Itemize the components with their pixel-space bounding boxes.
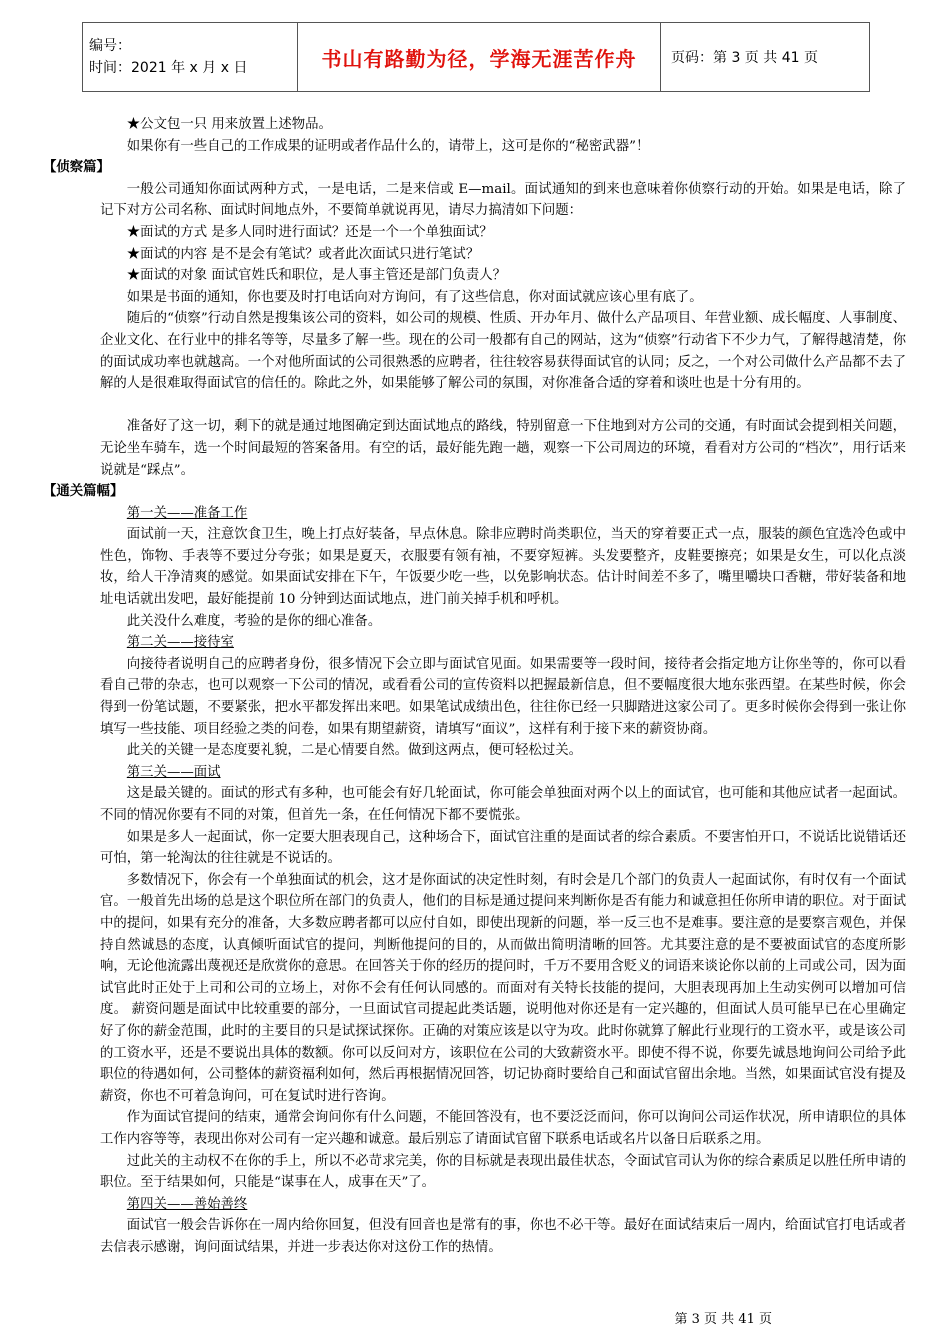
header-page-label: 页码：第 3 页 共 41 页 [661, 23, 870, 92]
body-paragraph: 如果你有一些自己的工作成果的证明或者作品什么的，请带上，这可是你的“秘密武器”！ [126, 138, 650, 154]
body-paragraph: ★面试的对象 面试官姓氏和职位，是人事主管还是部门负责人？ [126, 268, 506, 284]
body-paragraph: ★公文包一只 用来放置上述物品。 [126, 117, 332, 132]
header-meta [83, 23, 298, 92]
body-paragraph: 过此关的主动权不在你的手上，所以不必苛求完美，你的目标就是表现出最佳状态，令面试官司认为你的综合素质足以胜任所申请的职位。至于结果如何，只能是“谋事在人，成事在天”了。 [100, 1153, 906, 1191]
section-heading: 【通关篇幅】 [43, 484, 124, 500]
body-paragraph: ★面试的内容 是不是会有笔试？或者此次面试只进行笔试？ [126, 246, 480, 262]
body-paragraph: 如果是多人一起面试，你一定要大胆表现自己，这种场合下，面试官注重的是面试者的综合素质。不要害怕开口，不说话比说错话还可怕，第一轮淘汰的往往就是不说话的。 [100, 829, 906, 867]
subsection-heading: 第四关——善始善终 [126, 1196, 248, 1212]
body-paragraph: 此关的关键一是态度要礼貌，二是心情要自然。做到这两点，便可轻松过关。 [126, 743, 583, 759]
body-paragraph: 面试前一天，注意饮食卫生，晚上打点好装备，早点休息。除非应聘时尚类职位，当天的穿着要正式一点，服装的颜色宜选冷色或中性色，饰物、手表等不要过分夸张；如果是夏天，衣服要有领有袖，不要穿短裤。头发要整齐，皮鞋要擦亮；如果是女生，可以化点淡妆，给人干净清爽的感觉。如果面试安排在下午，午饭要少吃一些，以免影响状态。估计时间差不多了，嘴里嚼块口香糖，带好装备和地址电话就出发吧，最好能提前 10 分钟到达面试地点，进门前关掉手机和呼机。 [100, 527, 906, 608]
document-time-label: 时间：2021 年 x 月 x 日 [89, 60, 248, 76]
section-heading: 【侦察篇】 [43, 160, 110, 176]
body-paragraph: 准备好了这一切，剩下的就是通过地图确定到达面试地点的路线，特别留意一下住地到对方公司的交通，有时面试会提到相关问题，无论坐车骑车，选一个时间最短的答案备用。有空的话，最好能先跑一趟，观察一下公司周边的环境，看看对方公司的“档次”，用行话来说就是“踩点”。 [100, 419, 906, 478]
body-paragraph: 多数情况下，你会有一个单独面试的机会，这才是你面试的决定性时刻，有时会是几个部门的负责人一起面试你，有时仅有一个面试官。一般首先出场的总是这个职位所在部门的负责人，他们的目标是通过提问来判断你是否有能力和诚意担任你所申请的职位。对于面试中的提问，如果有充分的准备，大多数应聘者都可以应付自如，即使出现新的问题，举一反三也不是难事。要注意的是要察言观色，并保持自然诚恳的态度，认真倾听面试官的提问，判断他提问的目的，从而做出简明清晰的回答。尤其要注意的是不要被面试官的态度所影响，无论他流露出蔑视还是欣赏你的意思。在回答关于你的经历的提问时，千万不要用含贬义的词语来谈论你以前的上司或公司，因为面试官此时正处于上司和公司的立场上，对你不会有任何认同感的。而面对有关特长技能的提问，大胆表现再加上生动实例可以增加可信度。 薪资问题是面试中比较重要的部分，一旦面试官司提起此类话题，说明他对你还是有一定兴趣的，但面试人员可能早已在心里确定好了你的薪金范围，此时的主要目的只是试探试探你。正确的对策应该是以守为攻。此时你就算了解此行业现行的工资水平，或是该公司的工资水平，还是不要说出具体的数额。你可以反问对方，该职位在公司的大致薪资水平。即使不得不说，你要先诚恳地询问公司给予此职位的待遇如何，公司整体的薪资福利如何，然后再根据情况回答，切记协商时要给自己和面试官留出余地。当然，如果面试官没有提及薪资，你也不可着急询问，可在复试时进行咨询。 [100, 872, 906, 1104]
subsection-heading: 第三关——面试 [126, 764, 221, 780]
body-paragraph: 向接待者说明自己的应聘者身份，很多情况下会立即与面试官见面。如果需要等一段时间，接待者会指定地方让你坐等的，你可以看看自己带的杂志，也可以观察一下公司的情况，或看看公司的宣传资料以把握最新信息，但不要幅度很大地东张西望。在某些时候，你会得到一份笔试题，不要紧张，把水平都发挥出来吧。如果笔试成绩出色，往往你已经一只脚踏进这家公司了。更多时候你会得到一张让你填写一些技能、项目经验之类的问卷，如果有期望薪资，请填写“面议”，这样有利于接下来的薪资协商。 [100, 656, 906, 737]
header-motto: 书山有路勤为径，学海无涯苦作舟 [298, 23, 661, 92]
blank-line [100, 395, 906, 417]
subsection-heading: 第二关——接待室 [126, 635, 234, 651]
page-footer: 第 3 页 共 41 页 [674, 1312, 772, 1327]
subsection-heading: 第一关——准备工作 [126, 505, 248, 521]
body-paragraph: 一般公司通知你面试两种方式，一是电话，二是来信或 E—mail。面试通知的到来也意味着你侦察行动的开始。如果是电话，除了记下对方公司名称、面试时间地点外，不要简单就说再见，请尽力搞清如下问题： [100, 181, 906, 219]
body-paragraph: 如果是书面的通知，你也要及时打电话向对方询问，有了这些信息，你对面试就应该心里有底了。 [126, 289, 703, 305]
body-paragraph: 这是最关键的。面试的形式有多种，也可能会有好几轮面试，你可能会单独面对两个以上的面试官，也可能和其他应试者一起面试。不同的情况你要有不同的对策，但首先一条，在任何情况下都不要慌张。 [100, 786, 906, 823]
document-number-label: 编号： [89, 38, 131, 54]
body-paragraph: 随后的“侦察”行动自然是搜集该公司的资料，如公司的规模、性质、开办年月、做什么产品项目、年营业额、成长幅度、人事制度、企业文化、在行业中的排名等等，尽量多了解一些。现在的公司一般都有自己的网站，这为“侦察”行动省下不少力气，了解得越清楚，你的面试成功率也就越高。一个对他所面试的公司很熟悉的应聘者，往往较容易获得面试官的认同；反之，一个对公司做什么产品都不去了解的人是很难取得面试官的信任的。除此之外，如果能够了解公司的氛围，对你准备合适的穿着和谈吐也是十分有用的。 [100, 311, 906, 392]
body-paragraph: 此关没什么难度，考验的是你的细心准备。 [126, 613, 382, 629]
body-paragraph: ★面试的方式 是多人同时进行面试？还是一个一个单独面试？ [126, 224, 493, 240]
body-paragraph: 面试官一般会告诉你在一周内给你回复，但没有回音也是常有的事，你也不必干等。最好在面试结束后一周内，给面试官打电话或者去信表示感谢，询问面试结果，并进一步表达你对这份工作的热情。 [100, 1218, 906, 1255]
document-body [43, 114, 906, 1258]
body-paragraph: 作为面试官提问的结束，通常会询问你有什么问题，不能回答没有，也不要泛泛而问，你可以询问公司运作状况，所申请职位的具体工作内容等等，表现出你对公司有一定兴趣和诚意。最后别忘了请面试官留下联系电话或名片以备日后联系之用。 [100, 1110, 906, 1147]
page-header [82, 22, 870, 92]
